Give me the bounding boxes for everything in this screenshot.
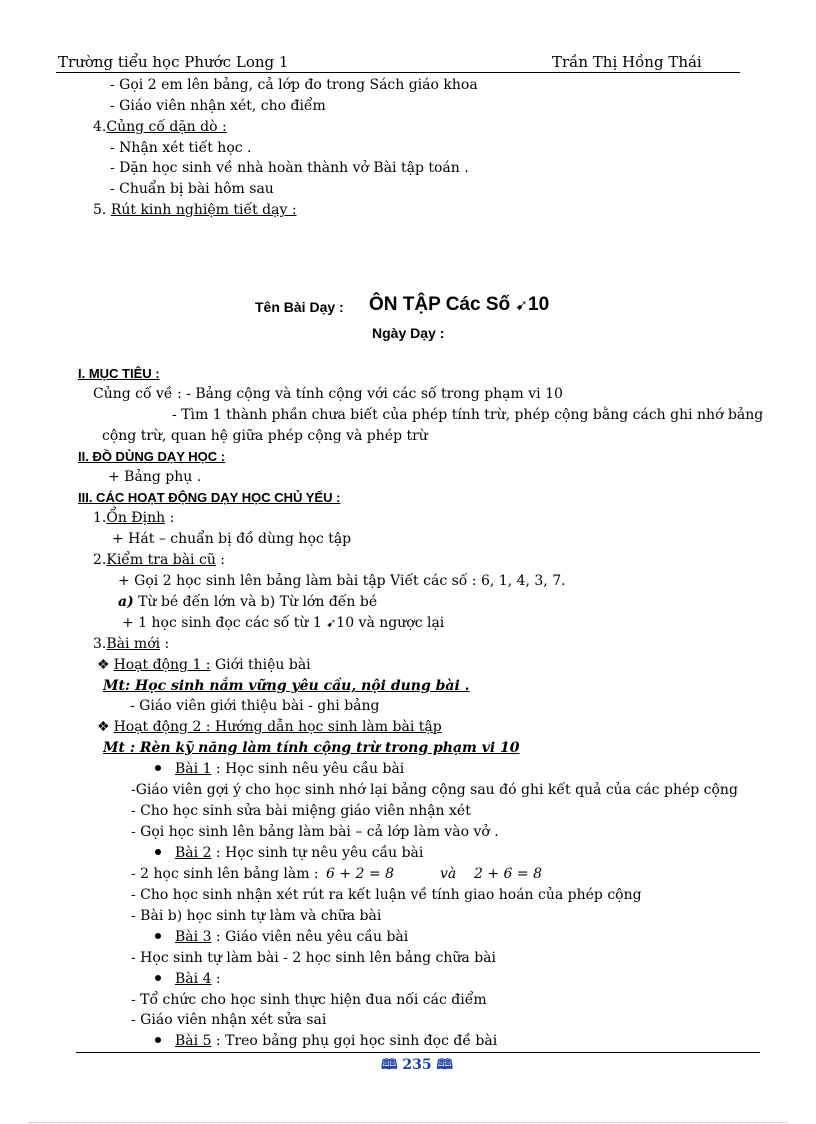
objectives-line-1: Củng cố về : - Bảng cộng và tính cộng với các số trong phạm vi 10 xyxy=(93,386,563,402)
exercise-2-equation-1: 6 + 2 = 8 xyxy=(326,866,394,882)
bullet-icon xyxy=(155,975,161,981)
activities-heading: III. CÁC HOẠT ĐỘNG DẠY HỌC CHỦ YẾU : xyxy=(78,490,341,505)
book-icon: 🕮 xyxy=(436,1057,454,1073)
exercise-2-line-1: - 2 học sinh lên bảng làm : xyxy=(131,866,319,882)
objectives-line-3: cộng trừ, quan hệ giữa phép cộng và phép trừ xyxy=(102,428,428,444)
header-school: Trường tiểu học Phước Long 1 xyxy=(58,53,289,71)
exercise-4-heading: Bài 4 : xyxy=(155,971,221,988)
lesson-label: Tên Bài Dạy : xyxy=(255,299,344,315)
activity-1-line-1: - Giáo viên giới thiệu bài - ghi bảng xyxy=(130,698,380,714)
objectives-heading: I. MỤC TIÊU : xyxy=(78,366,160,381)
exercise-1-heading: Bài 1 : Học sinh nêu yêu cầu bài xyxy=(155,761,404,778)
header-rule xyxy=(56,72,740,73)
section-4-heading: 4.Củng cố dặn dò : xyxy=(93,119,227,135)
exercise-2-equation-2: 2 + 6 = 8 xyxy=(474,866,542,882)
exercise-2-line-2: - Cho học sinh nhận xét rút ra kết luận về tính giao hoán của phép cộng xyxy=(131,887,642,903)
bullet-icon xyxy=(155,933,161,939)
exercise-2-line-3: - Bài b) học sinh tự làm và chữa bài xyxy=(131,908,382,924)
exercise-1-line-1: -Giáo viên gợi ý cho học sinh nhớ lại bảng cộng sau đó ghi kết quả của các phép cộng xyxy=(131,782,738,798)
top-line-2: - Giáo viên nhận xét, cho điểm xyxy=(110,98,326,114)
section-5-heading: 5. Rút kinh nghiệm tiết dạy : xyxy=(93,202,297,218)
bullet-icon xyxy=(155,765,161,771)
exercise-1-line-3: - Gọi học sinh lên bảng làm bài – cả lớp làm vào vở . xyxy=(131,824,499,840)
exercise-3-line-1: - Học sinh tự làm bài - 2 học sinh lên bảng chữa bài xyxy=(131,950,496,966)
section-2-line-1: + Gọi 2 học sinh lên bảng làm bài tập Viết các số : 6, 1, 4, 3, 7. xyxy=(118,573,566,589)
section-2-line-3: + 1 học sinh đọc các số từ 1 ➹10 và ngược lại xyxy=(122,615,445,631)
section-2-heading: 2.Kiểm tra bài cũ : xyxy=(93,552,226,568)
exercise-1-line-2: - Cho học sinh sửa bài miệng giáo viên nhận xét xyxy=(131,803,471,819)
exercise-2-heading: Bài 2 : Học sinh tự nêu yêu cầu bài xyxy=(155,845,423,862)
materials-heading: II. ĐỒ DÙNG DẠY HỌC : xyxy=(78,449,226,464)
book-icon: 🕮 xyxy=(381,1057,398,1073)
arrow-icon: ➹ xyxy=(515,296,528,314)
header-teacher: Trần Thị Hồng Thái xyxy=(552,53,702,71)
section-3-heading: 3.Bài mới : xyxy=(93,636,170,652)
lesson-title: ÔN TẬP Các Số ➹10 xyxy=(369,294,550,315)
arrow-icon: ➹ xyxy=(326,616,337,630)
activity-1-objective: Mt: Học sinh nắm vững yêu cầu, nội dung bài . xyxy=(103,678,470,694)
exercise-5-heading: Bài 5 : Treo bảng phụ gọi học sinh đọc đề bài xyxy=(155,1033,497,1050)
bullet-icon xyxy=(155,849,161,855)
top-line-1: - Gọi 2 em lên bảng, cả lớp đo trong Sách giáo khoa xyxy=(110,77,478,93)
section-1-line-1: + Hát – chuẩn bị đồ dùng học tập xyxy=(112,531,352,547)
footer-page-number: 🕮 235 🕮 xyxy=(381,1057,454,1073)
bullet-icon xyxy=(155,1037,161,1043)
lesson-date: Ngày Dạy : xyxy=(372,325,445,341)
section-2-line-2: a) Từ bé đến lớn và b) Từ lớn đến bé xyxy=(118,594,378,610)
activity-1-heading: ❖ Hoạt động 1 : Giới thiệu bài xyxy=(97,657,311,673)
objectives-line-2: - Tìm 1 thành phần chưa biết của phép tính trừ, phép cộng bằng cách ghi nhớ bảng xyxy=(172,407,764,423)
top-line-4: - Dặn học sinh về nhà hoàn thành vở Bài tập toán . xyxy=(110,160,469,176)
section-1-heading: 1.Ổn Định : xyxy=(93,510,175,526)
exercise-3-heading: Bài 3 : Giáo viên nêu yêu cầu bài xyxy=(155,929,408,946)
top-line-3: - Nhận xét tiết học . xyxy=(110,140,252,156)
activity-2-objective: Mt : Rèn kỹ năng làm tính cộng trừ trong phạm vi 10 xyxy=(103,740,520,756)
exercise-4-line-1: - Tổ chức cho học sinh thực hiện đua nối các điểm xyxy=(131,992,487,1008)
activity-2-heading: ❖ Hoạt động 2 : Hướng dẫn học sinh làm bài tập xyxy=(97,719,442,735)
exercise-4-line-2: - Giáo viên nhận xét sửa sai xyxy=(131,1012,327,1028)
diamond-bullet-icon: ❖ xyxy=(97,719,110,735)
top-line-5: - Chuẩn bị bài hôm sau xyxy=(110,181,274,197)
exercise-2-and: và xyxy=(440,866,457,882)
materials-line-1: + Bảng phụ . xyxy=(108,469,202,485)
diamond-bullet-icon: ❖ xyxy=(97,657,110,673)
footer-rule xyxy=(76,1052,760,1053)
